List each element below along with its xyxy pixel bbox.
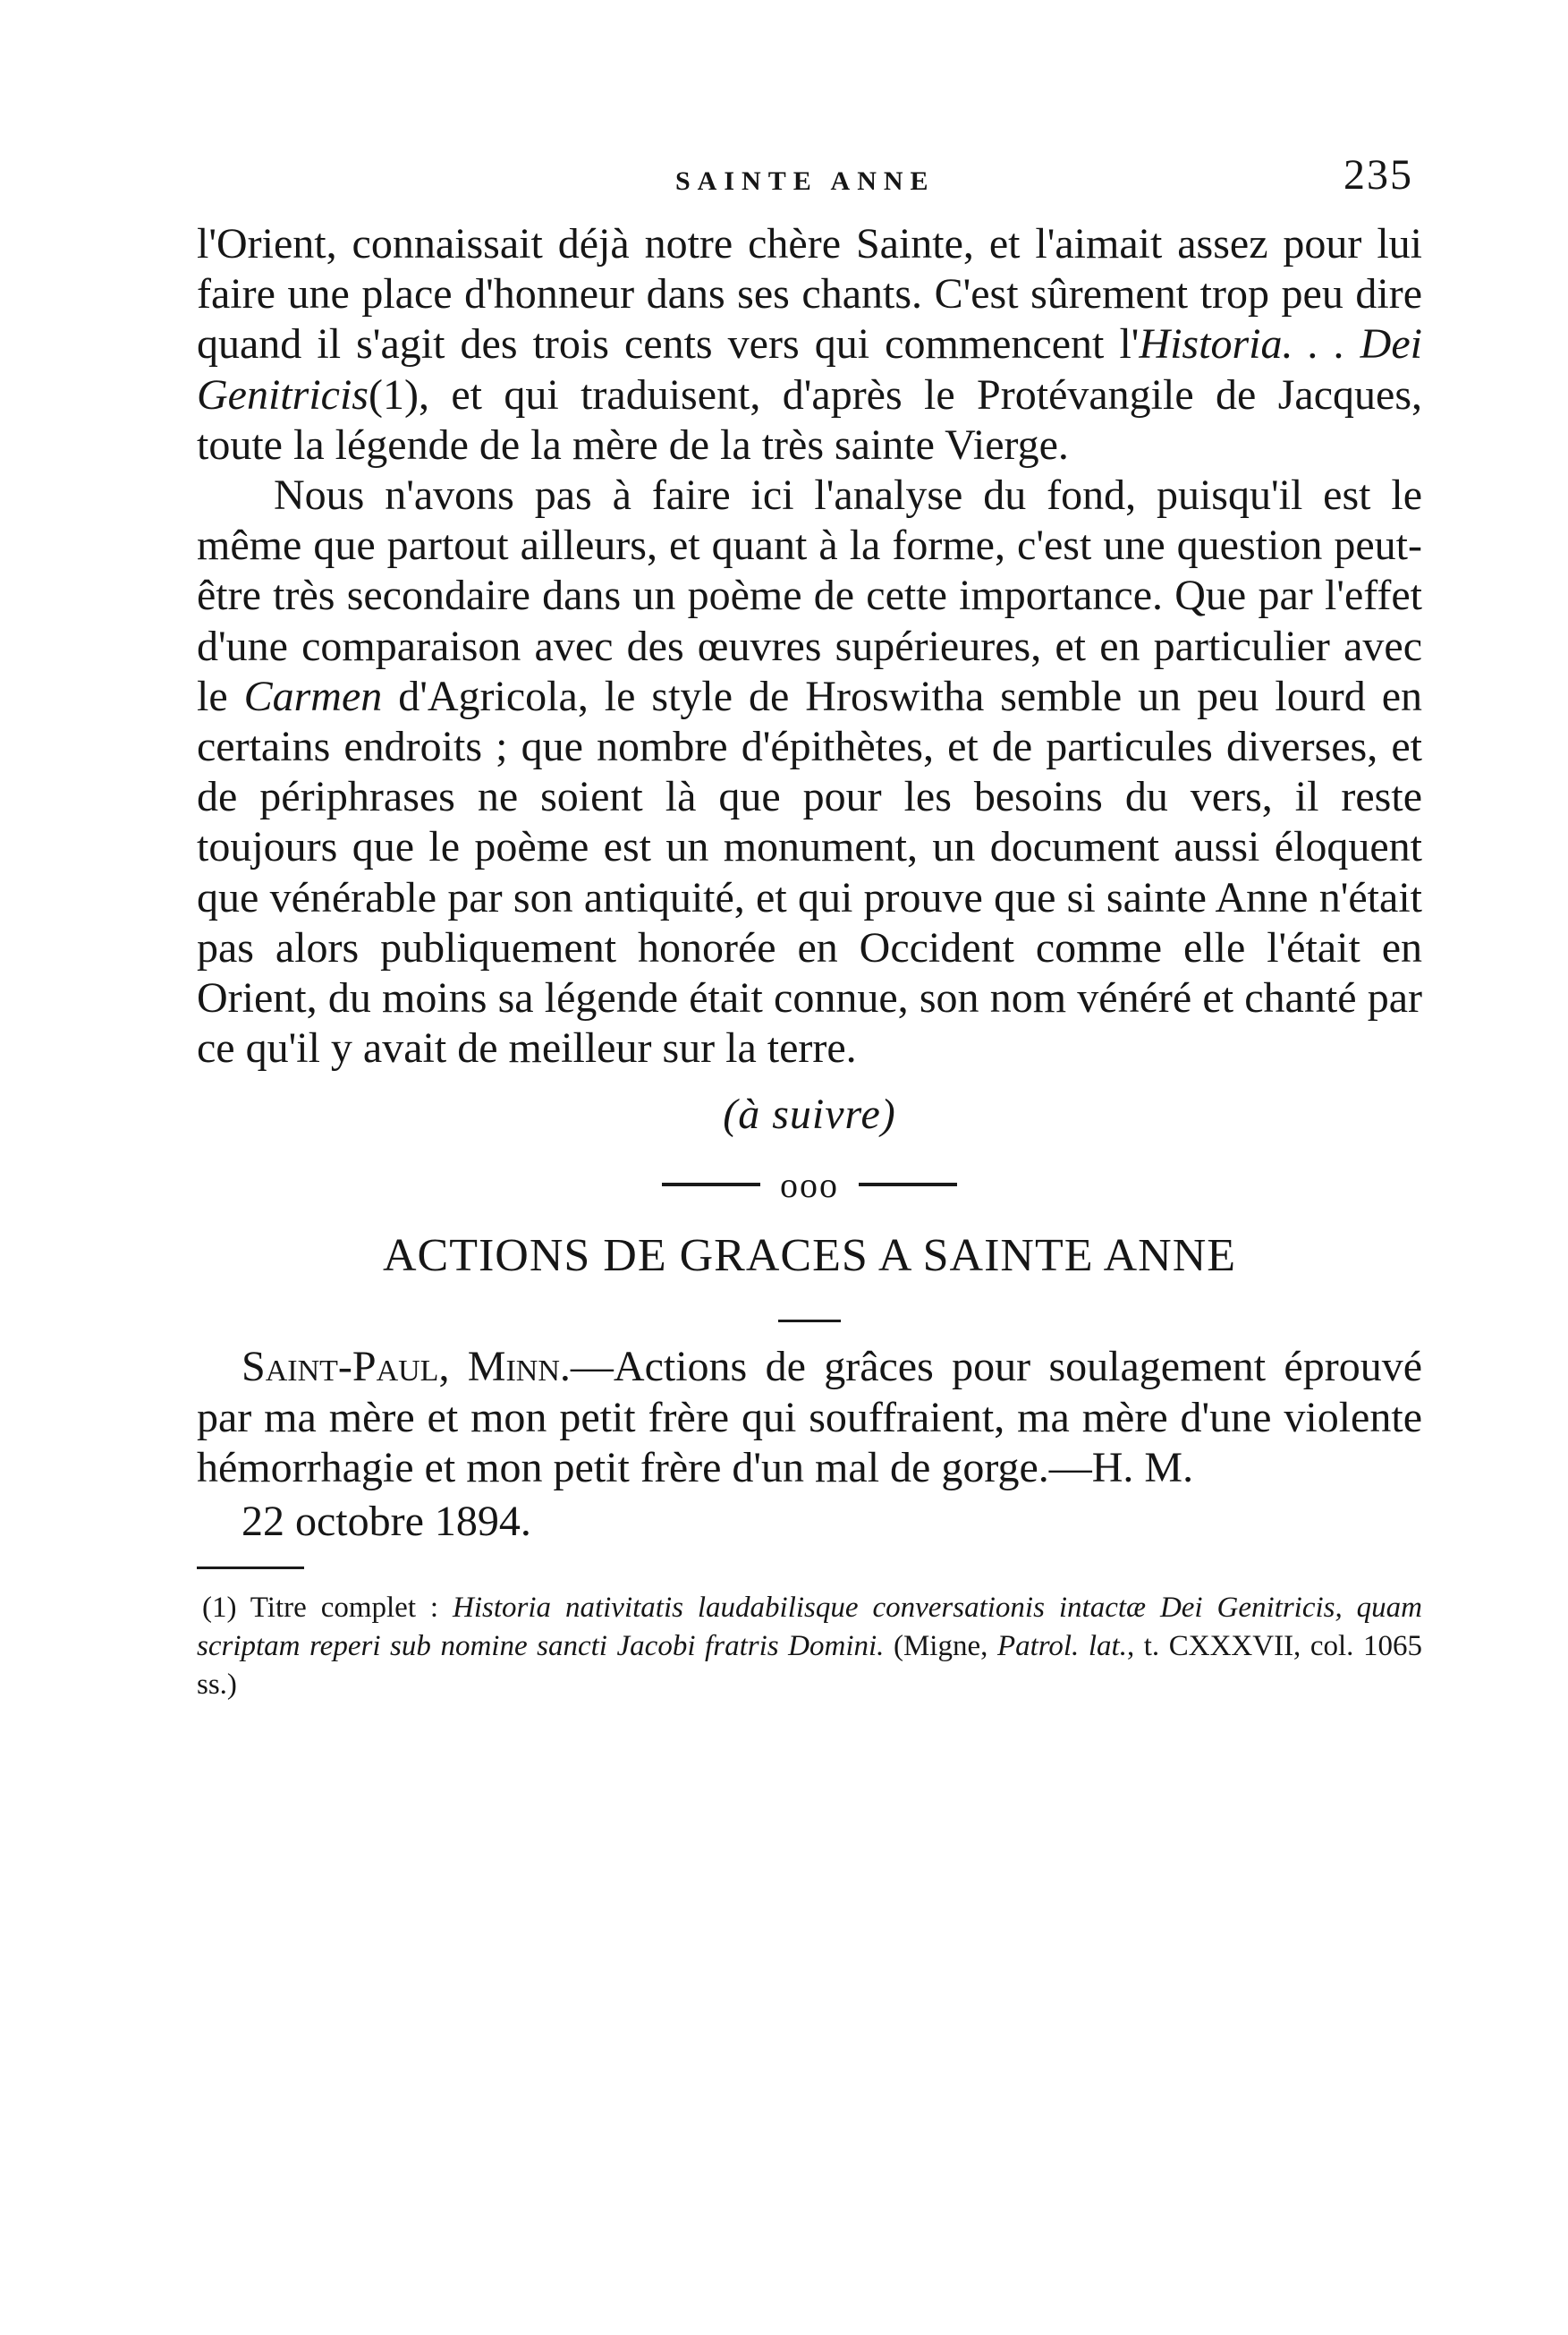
separator-rule-left: [662, 1183, 760, 1186]
page-header: [197, 150, 1422, 204]
paragraph-text: (1), et qui traduisent, d'après le Protévangile de Jacques, toute la légende de la mère de la très sainte Vierge.: [197, 370, 1422, 469]
paragraph-analysis: [197, 471, 1422, 1074]
entry-text: —Actions de grâces pour soulagement éprouvé par ma mère et mon petit frère qui souffraient, ma mère d'une violente hémorrhagie et mon petit frère d'un mal de gorge.—H. M.: [197, 1343, 1422, 1491]
separator-ornament: ooo: [780, 1164, 839, 1205]
page-number: 235: [1343, 151, 1413, 199]
footnote-text: (Migne,: [884, 1630, 997, 1663]
main-text: [197, 219, 1422, 1704]
footnote-italic-source: Patrol. lat.: [996, 1630, 1127, 1663]
paragraph-text: d'Agricola, le style de Hroswitha semble un peu lourd en certains endroits ; que nombre d'épithètes, et de particules diverses, et de périphrases ne soient là que pour les besoins du vers, il reste toujours que le poème est un monument, un document aussi éloquent que vénérable par son antiquité, et qui prouve que si sainte Anne n'était pas alors publiquement honorée en Occident comme elle l'était en Orient, du moins sa légende était connue, son nom vénéré et chanté par ce qu'il y avait de meilleur sur la terre.: [197, 672, 1422, 1073]
footnote: [197, 1589, 1422, 1704]
entry-place: Saint-Paul, Minn.: [242, 1343, 571, 1391]
footnote-rule: [197, 1567, 304, 1569]
entry-date: 22 octobre 1894.: [242, 1498, 531, 1546]
section-separator: [197, 1162, 1422, 1207]
footnote-text: , t. CXXXVII, col. 1065 ss.): [197, 1630, 1422, 1702]
paragraph-text: Nous n'avons pas à faire ici l'analyse du fond, puisqu'il est le même que partout ailleurs, et quant à la forme, c'est une question peut-être très secondaire dans un poème de cette importance. Que par l'effet d'une comparaison avec des œuvres supérieures, et en particulier avec le: [197, 471, 1422, 720]
section-title: ACTIONS DE GRACES A SAINTE ANNE: [382, 1230, 1237, 1282]
thanksgiving-entry: [197, 1342, 1422, 1493]
title-rule: [778, 1320, 841, 1322]
footnote-italic-title: Historia nativitatis laudabilisque conversationis intactæ Dei Genitricis, quam scriptam reperi sub nomine sancti Jacobi fratris Domini.: [197, 1592, 1422, 1663]
paragraph-hroswitha-intro: [197, 219, 1422, 471]
footnote-marker: (1): [202, 1592, 237, 1625]
italic-title: Carmen: [243, 672, 383, 720]
footnote-text: Titre complet :: [236, 1592, 453, 1625]
paragraph-text: l'Orient, connaissait déjà notre chère Sainte, et l'aimait assez pour lui faire une place d'honneur dans ses chants. C'est sûrement trop peu dire quand il s'agit des trois cents vers qui commencent l': [197, 220, 1422, 369]
separator-rule-right: [859, 1183, 957, 1186]
to-be-continued: (à suivre): [723, 1091, 896, 1139]
running-head: SAINTE ANNE: [675, 166, 936, 196]
italic-title: Historia. . . Dei Genitricis: [197, 320, 1422, 419]
